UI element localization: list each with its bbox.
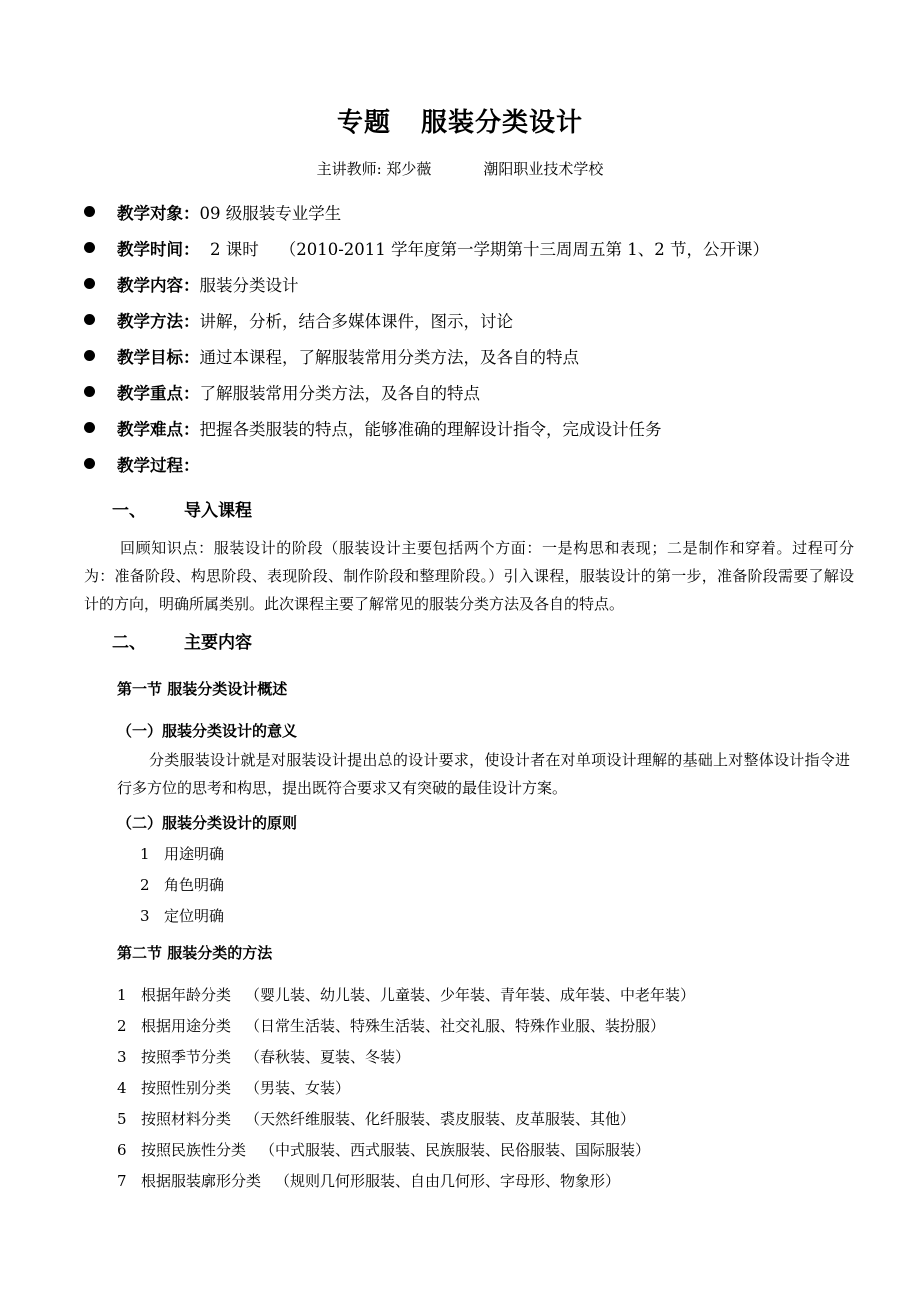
section1-sub2: （二）服装分类设计的原则 [117,814,298,832]
method-number: 4 [117,1079,127,1097]
method-detail: （男装、女装） [245,1079,351,1097]
section1-title: 第一节 服装分类设计概述 [117,680,288,698]
bullet-label: 教学目标： [117,348,200,367]
bullet-dot-icon [84,422,95,433]
method-name: 按照材料分类 [141,1110,232,1128]
main-heading [112,628,252,653]
bullet-text: 了解服装常用分类方法，及各自的特点 [199,384,480,403]
method-number: 5 [117,1110,127,1128]
method-detail: （春秋装、夏装、冬装） [245,1048,411,1066]
principle-item [140,874,224,895]
bullet-item [84,380,480,404]
method-name: 按照季节分类 [141,1048,232,1066]
principle-text: 用途明确 [164,845,225,863]
bullet-item [84,272,299,296]
method-name: 根据用途分类 [141,1017,232,1035]
page-title [0,102,920,139]
method-name: 根据服装廓形分类 [141,1172,262,1190]
method-name: 按照性别分类 [141,1079,232,1097]
section1-sub1-text: 分类服装设计就是对服装设计提出总的设计要求，使设计者在对单项设计理解的基础上对整体设计指令进行多方位的思考和构思，提出既符合要求又有突破的最佳设计方案。 [117,751,850,797]
method-number: 6 [117,1141,127,1159]
bullet-dot-icon [84,350,95,361]
principle-number: 2 [140,876,150,894]
bullet-text: 服装分类设计 [199,276,299,295]
bullet-item [84,416,662,440]
method-detail: （天然纤维服装、化纤服装、裘皮服装、皮革服装、其他） [245,1110,636,1128]
section1-sub1: （一）服装分类设计的意义 [117,722,298,740]
method-detail: （中式服装、西式服装、民族服装、民俗服装、国际服装） [260,1141,651,1159]
bullet-text: 讲解，分析，结合多媒体课件，图示，讨论 [199,312,513,331]
bullet-label: 教学时间： [117,240,200,259]
method-detail: （规则几何形服装、自由几何形、字母形、物象形） [275,1172,621,1190]
subtitle [0,158,920,179]
principle-number: 3 [140,907,150,925]
method-number: 3 [117,1048,127,1066]
bullet-label: 教学重点： [117,384,200,403]
main-heading-text: 主要内容 [184,633,252,653]
method-name: 根据年龄分类 [141,986,232,1004]
bullet-label: 教学内容： [117,276,200,295]
intro-paragraph: 回顾知识点：服装设计的阶段（服装设计主要包括两个方面：一是构思和表现；二是制作和穿着。过程可分为：准备阶段、构思阶段、表现阶段、制作阶段和整理阶段。）引入课程，服装设计的第一步，准备阶段需要了解设计的方向，明确所属类别。此次课程主要了解常见的服装分类方法及各自的特点。 [84,539,854,613]
principle-text: 定位明确 [164,907,225,925]
title-part2: 服装分类设计 [421,108,584,138]
method-item [117,1077,350,1098]
method-item [117,1170,620,1191]
bullet-label: 教学对象： [117,204,200,223]
bullet-label: 教学过程： [117,456,200,475]
bullet-text: 把握各类服装的特点，能够准确的理解设计指令，完成设计任务 [199,420,662,439]
method-item [117,1046,410,1067]
bullet-item [84,200,341,224]
intro-heading-text: 导入课程 [184,501,252,521]
bullet-dot-icon [84,458,95,469]
intro-number: 一、 [112,501,146,521]
bullet-text: 09 级服装专业学生 [199,204,342,223]
bullet-item [84,344,579,368]
method-number: 2 [117,1017,127,1035]
bullet-label: 教学难点： [117,420,200,439]
bullet-dot-icon [84,314,95,325]
principle-item [140,905,224,926]
bullet-text: 2 课时 （2010-2011 学年度第一学期第十三周周五第 1、2 节，公开课） [199,240,769,259]
method-detail: （日常生活装、特殊生活装、社交礼服、特殊作业服、装扮服） [245,1017,666,1035]
bullet-item [84,308,513,332]
method-item [117,1108,635,1129]
section2-title: 第二节 服装分类的方法 [117,944,273,962]
method-detail: （婴儿装、幼儿装、儿童装、少年装、青年装、成年装、中老年装） [245,986,696,1004]
main-number: 二、 [112,633,146,653]
method-item [117,1015,665,1036]
bullet-dot-icon [84,206,95,217]
bullet-dot-icon [84,386,95,397]
method-number: 7 [117,1172,127,1190]
method-item [117,1139,650,1160]
method-number: 1 [117,986,127,1004]
title-part1: 专题 [336,108,391,138]
teacher-name: 主讲教师: 郑少薇 [316,160,432,178]
principle-number: 1 [140,845,150,863]
bullet-item [84,452,200,476]
bullet-dot-icon [84,242,95,253]
school-name: 潮阳职业技术学校 [483,160,604,178]
bullet-label: 教学方法： [117,312,200,331]
bullet-dot-icon [84,278,95,289]
method-name: 按照民族性分类 [141,1141,247,1159]
method-item [117,984,695,1005]
intro-heading [112,496,252,521]
principle-text: 角色明确 [164,876,225,894]
bullet-text: 通过本课程，了解服装常用分类方法，及各自的特点 [199,348,579,367]
bullet-item [84,236,769,260]
principle-item [140,843,224,864]
